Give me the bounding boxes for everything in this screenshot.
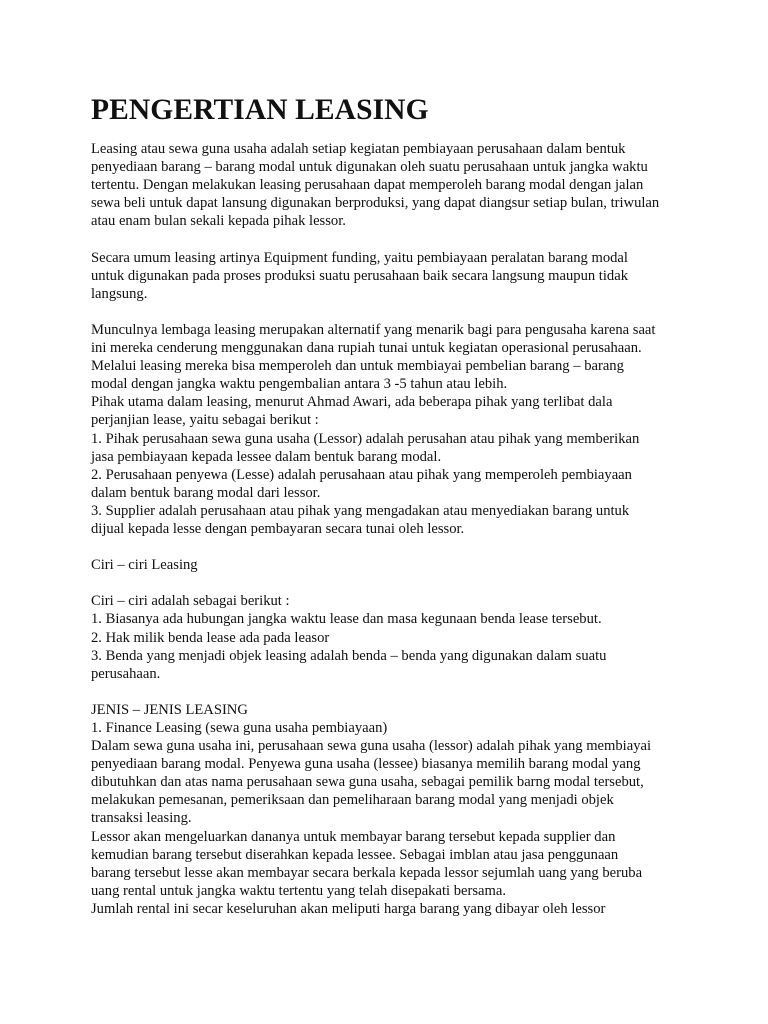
text-line: sewa beli untuk dapat lansung digunakan berproduksi, yang dapat diangsur setiap bulan, triwulan [91, 195, 660, 212]
text-line: Lessor akan mengeluarkan dananya untuk membayar barang tersebut kepada supplier dan [91, 828, 616, 845]
text-line: barang tersebut lesse akan membayar secara berkala kepada lessor sejumlah uang yang beruba [91, 864, 643, 881]
text-line: 3. Supplier adalah perusahaan atau pihak yang mengadakan atau menyediakan barang untuk [91, 502, 630, 519]
text-line: dibutuhkan dan atas nama perusahaan sewa guna usaha, sebagai pemilik barng modal tersebut, [91, 774, 644, 791]
page-title: PENGERTIAN LEASING [91, 94, 429, 126]
text-line: dijual kepada lesse dengan pembayaran secara tunai oleh lessor. [91, 520, 465, 537]
text-line: penyediaan barang modal. Penyewa guna usaha (lessee) biasanya memilih barang modal yang [91, 756, 641, 773]
text-line: Ciri – ciri Leasing [91, 557, 198, 574]
paragraph-gap [91, 683, 691, 701]
text-line: 1. Finance Leasing (sewa guna usaha pembiayaan) [91, 720, 388, 736]
text-line: untuk digunakan pada proses produksi suatu perusahaan baik secara langsung maupun tidak [91, 267, 628, 284]
document-body [91, 140, 691, 918]
text-line: atau enam bulan sekali kepada pihak lessor. [91, 213, 346, 230]
text-line: Ciri – ciri adalah sebagai berikut : [91, 593, 290, 610]
text-line: Munculnya lembaga leasing merupakan alternatif yang menarik bagi para pengusaha karena saat [91, 321, 656, 338]
text-line: Dalam sewa guna usaha ini, perusahaan sewa guna usaha (lessor) adalah pihak yang membiayai [91, 738, 652, 755]
text-line: 1. Pihak perusahaan sewa guna usaha (Lessor) adalah perusahan atau pihak yang memberikan [91, 430, 640, 447]
paragraph-gap [91, 230, 691, 248]
text-line: 3. Benda yang menjadi objek leasing adalah benda – benda yang digunakan dalam suatu [91, 647, 607, 664]
text-line: perjanjian lease, yaitu sebagai berikut : [91, 412, 319, 429]
text-line: Melalui leasing mereka bisa memperoleh dan untuk membiayai pembelian barang – barang [91, 358, 624, 375]
text-line: penyediaan barang – barang modal untuk digunakan oleh suatu perusahaan untuk jangka waktu [91, 159, 648, 176]
text-line: 1. Biasanya ada hubungan jangka waktu lease dan masa kegunaan benda lease tersebut. [91, 611, 602, 628]
document-page [91, 92, 691, 918]
text-line: Secara umum leasing artinya Equipment funding, yaitu pembiayaan peralatan barang modal [91, 249, 628, 266]
text-line: jasa pembiayaan kepada lessee dalam bentuk barang modal. [91, 448, 442, 465]
text-line: melakukan pemesanan, pemeriksaan dan pemeliharaan barang modal yang menjadi objek [91, 792, 614, 809]
text-line: 2. Hak milik benda lease ada pada leasor [91, 629, 330, 646]
text-line: dalam bentuk barang modal dari lessor. [91, 484, 321, 501]
text-line: transaksi leasing. [91, 810, 192, 827]
text-line: ini mereka cenderung menggunakan dana rupiah tunai untuk kegiatan operasional perusahaan. [91, 340, 642, 357]
text-line: tertentu. Dengan melakukan leasing perusahaan dapat memperoleh barang modal dengan jalan [91, 177, 644, 194]
text-line: modal dengan jangka waktu pengembalian antara 3 -5 tahun atau lebih. [91, 376, 508, 393]
text-line: langsung. [91, 285, 148, 302]
text-line: uang rental untuk jangka waktu tertentu yang telah disepakati bersama. [91, 882, 506, 899]
text-line: perusahaan. [91, 665, 161, 682]
text-line: Jumlah rental ini secar keseluruhan akan meliputi harga barang yang dibayar oleh lessor [91, 900, 606, 917]
paragraph-gap [91, 574, 691, 592]
text-line: Pihak utama dalam leasing, menurut Ahmad Awari, ada beberapa pihak yang terlibat dala [91, 394, 613, 411]
text-line: JENIS – JENIS LEASING [91, 701, 248, 718]
text-line: 2. Perusahaan penyewa (Lesse) adalah perusahaan atau pihak yang memperoleh pembiayaan [91, 466, 632, 483]
paragraph-gap [91, 303, 691, 321]
text-line: kemudian barang tersebut diserahkan kepada lessee. Sebagai imblan atau jasa penggunaan [91, 846, 619, 863]
paragraph-gap [91, 538, 691, 556]
text-line: Leasing atau sewa guna usaha adalah setiap kegiatan pembiayaan perusahaan dalam bentuk [91, 141, 626, 157]
